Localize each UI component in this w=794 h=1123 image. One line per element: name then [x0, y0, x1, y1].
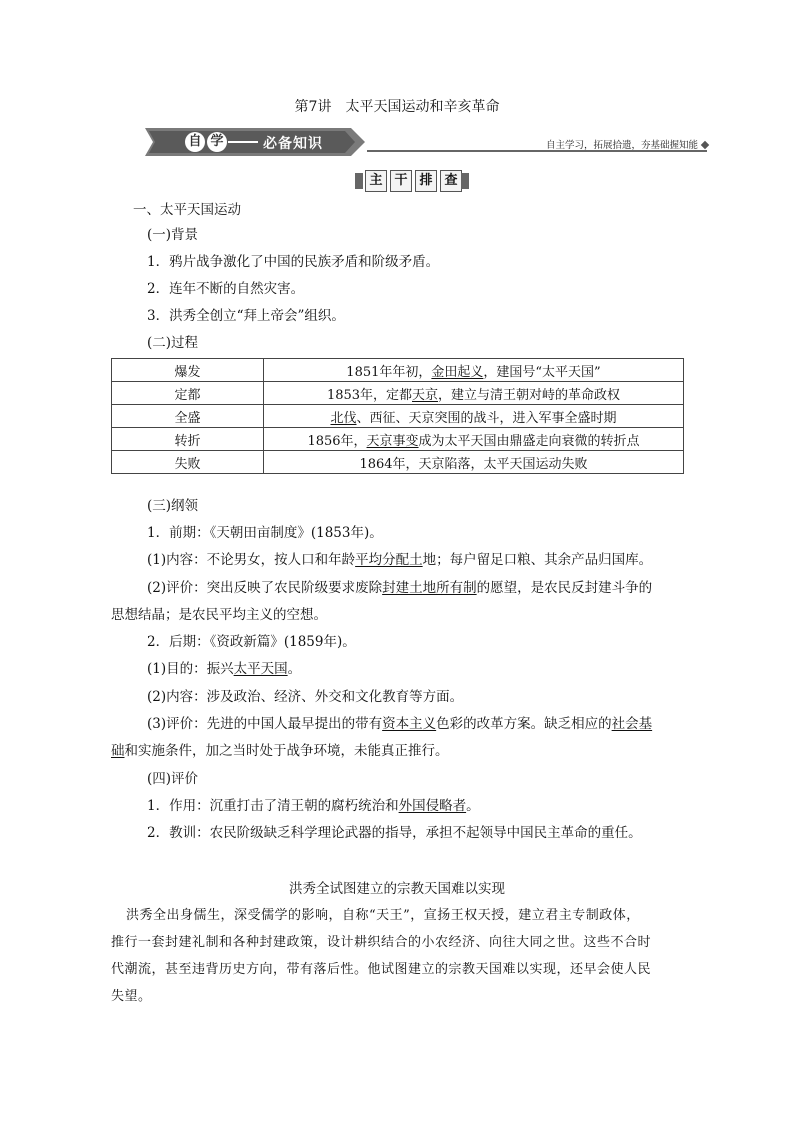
program-early: 1．前期：《天朝田亩制度》(1853年)。	[147, 525, 383, 541]
process-heading: (二)过程	[147, 335, 199, 351]
program-content-2: (2)内容：涉及政治、经济、外交和文化教育等方面。	[147, 689, 464, 705]
evaluation-item-1: 1．作用：沉重打击了清王朝的腐朽统治和外国侵略者。	[147, 798, 480, 814]
evaluation-heading: (四)评价	[147, 771, 199, 787]
ribbon-char-2: 干	[390, 170, 412, 192]
table-value: 北伐、西征、天京突围的战斗，进入军事全盛时期	[264, 405, 684, 428]
note-line-3: 代潮流，甚至违背历史方向，带有落后性。他试图建立的宗教天国难以实现，还早会使人民	[111, 962, 652, 977]
process-table	[111, 358, 684, 474]
note-line-1: 洪秀全出身儒生，深受儒学的影响，自称“天王”，宣扬王权天授，建立君主专制政体，	[126, 908, 640, 923]
program-eval-2-cont: 础和实施条件，加之当时处于战争环境，未能真正推行。	[111, 743, 449, 759]
program-eval-2: (3)评价：先进的中国人最早提出的带有资本主义色彩的改革方案。缺乏相应的社会基	[147, 716, 653, 732]
table-row	[112, 382, 684, 405]
table-value: 1851年年初，金田起义，建国号“太平天国”	[264, 359, 684, 382]
evaluation-item-2: 2．教训：农民阶级缺乏科学理论武器的指导，承担不起领导中国民主革命的重任。	[147, 825, 642, 841]
table-row	[112, 451, 684, 474]
program-late: 2．后期：《资政新篇》(1859年)。	[147, 634, 356, 650]
background-item-2: 2．连年不断的自然灾害。	[147, 281, 305, 297]
banner-right-text: 自主学习，拓展拾遗，夯基础握知能	[545, 140, 698, 151]
ribbon-char-3: 排	[415, 170, 437, 192]
background-item-3: 3．洪秀全创立“拜上帝会”组织。	[147, 308, 345, 324]
background-item-1: 1．鸦片战争激化了中国的民族矛盾和阶级矛盾。	[147, 254, 440, 270]
banner-char-1: 自	[185, 132, 205, 152]
table-key: 全盛	[112, 405, 264, 428]
page-title: 第7讲 太平天国运动和辛亥革命	[294, 99, 500, 115]
section-ribbon	[355, 170, 469, 192]
ribbon-char-4: 查	[440, 170, 462, 192]
ribbon-cap-right	[461, 173, 469, 189]
table-value: 1864年，天京陷落，太平天国运动失败	[264, 451, 684, 474]
section-banner	[145, 128, 710, 156]
banner-dash	[228, 141, 258, 143]
diamond-icon	[701, 141, 709, 149]
ribbon-char-1: 主	[365, 170, 387, 192]
section-heading: 一、太平天国运动	[133, 202, 241, 218]
table-row	[112, 359, 684, 382]
note-line-4: 失望。	[111, 989, 152, 1004]
table-key: 转折	[112, 428, 264, 451]
note-line-2: 推行一套封建礼制和各种封建政策，设计耕织结合的小农经济、向往大同之世。这些不合时	[111, 935, 652, 950]
program-eval-1-cont: 思想结晶；是农民平均主义的空想。	[111, 607, 327, 623]
table-row	[112, 428, 684, 451]
banner-subtitle: 必备知识	[263, 136, 323, 152]
table-row	[112, 405, 684, 428]
ribbon-cap-left	[355, 173, 363, 189]
program-eval-1: (2)评价：突出反映了农民阶级要求废除封建土地所有制的愿望，是农民反封建斗争的	[147, 580, 653, 596]
program-heading: (三)纲领	[147, 498, 199, 514]
table-key: 定都	[112, 382, 264, 405]
table-value: 1856年，天京事变成为太平天国由鼎盛走向衰微的转折点	[264, 428, 684, 451]
program-purpose: (1)目的：振兴太平天国。	[147, 661, 302, 677]
table-key: 爆发	[112, 359, 264, 382]
note-title: 洪秀全试图建立的宗教天国难以实现	[289, 881, 505, 897]
background-heading: (一)背景	[147, 227, 199, 243]
table-key: 失败	[112, 451, 264, 474]
program-content-1: (1)内容：不论男女，按人口和年龄平均分配土地；每户留足口粮、其余产品归国库。	[147, 552, 653, 568]
table-value: 1853年，定都天京，建立与清王朝对峙的革命政权	[264, 382, 684, 405]
banner-char-2: 学	[207, 132, 227, 152]
